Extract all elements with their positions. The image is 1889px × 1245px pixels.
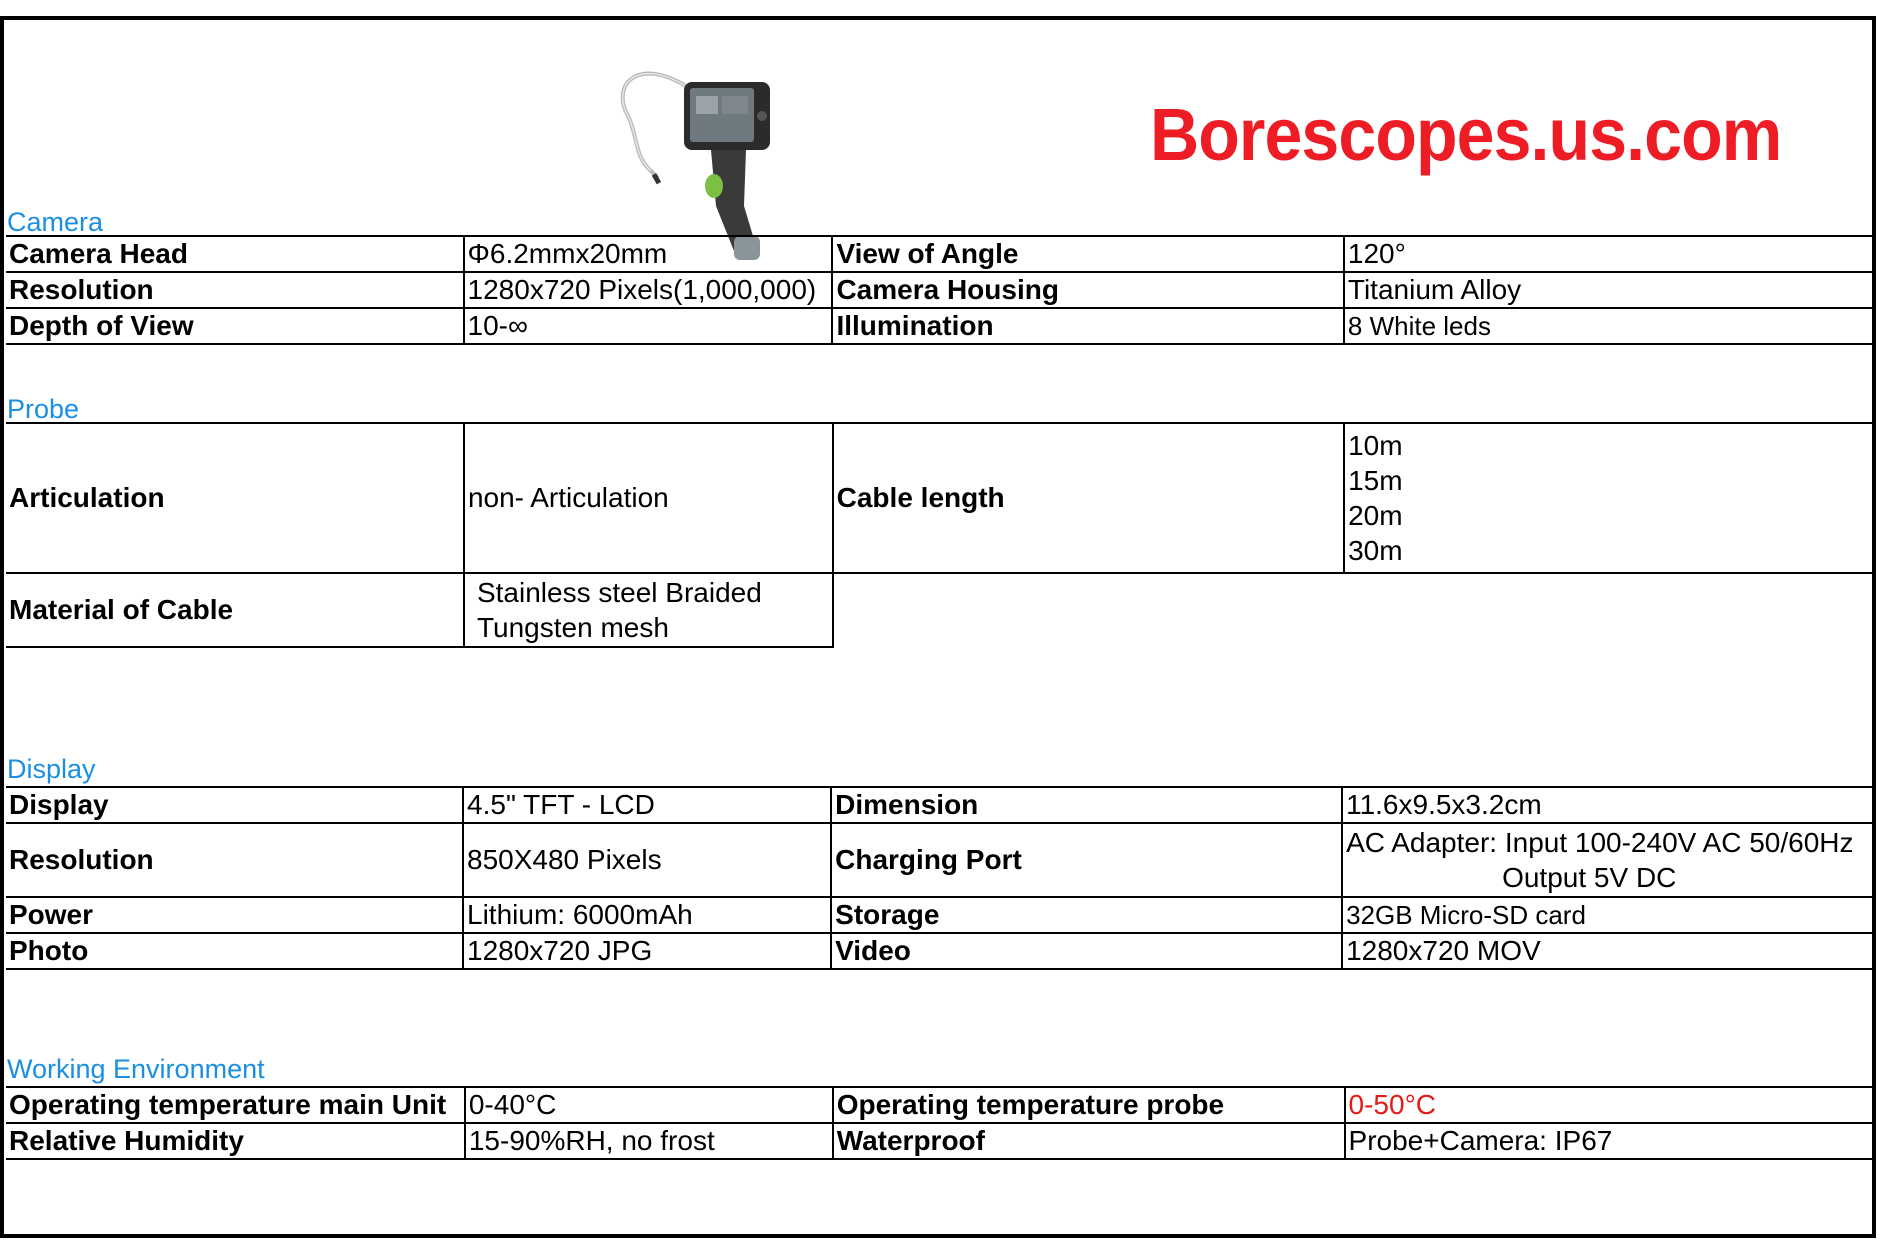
spec-label: Articulation xyxy=(6,423,464,573)
table-row xyxy=(6,823,1872,897)
spec-label: Power xyxy=(6,897,463,933)
list-item: Output 5V DC xyxy=(1502,862,1677,893)
table-row xyxy=(6,1087,1872,1123)
spec-value-highlight: 0-50°C xyxy=(1345,1087,1872,1123)
material-values xyxy=(464,573,833,647)
spec-label: Material of Cable xyxy=(6,573,464,647)
brand-title: Borescopes.us.com xyxy=(1150,93,1782,176)
section-title-camera: Camera xyxy=(7,207,104,237)
spec-label: Waterproof xyxy=(833,1123,1345,1159)
spec-value: Titanium Alloy xyxy=(1344,272,1872,308)
spec-value: 1280x720 Pixels(1,000,000) xyxy=(464,272,833,308)
spec-label: Operating temperature probe xyxy=(833,1087,1345,1123)
spec-label: Storage xyxy=(831,897,1342,933)
spec-value: Probe+Camera: IP67 xyxy=(1345,1123,1872,1159)
section-title-probe: Probe xyxy=(7,394,80,424)
spec-value: 850X480 Pixels xyxy=(463,823,831,897)
spec-label: Depth of View xyxy=(6,308,464,344)
section-title-working-environment: Working Environment xyxy=(7,1054,265,1084)
spec-sheet xyxy=(0,16,1876,1238)
charging-port-values xyxy=(1342,823,1872,897)
spec-value: 32GB Micro-SD card xyxy=(1342,897,1872,933)
display-spec-table xyxy=(6,786,1872,970)
spec-label: Camera Head xyxy=(6,236,464,272)
environment-spec-table xyxy=(6,1086,1872,1160)
spec-label: Relative Humidity xyxy=(6,1123,465,1159)
spec-value: Lithium: 6000mAh xyxy=(463,897,831,933)
table-row xyxy=(6,308,1872,344)
table-row xyxy=(6,573,1872,647)
spec-value: 15-90%RH, no frost xyxy=(465,1123,833,1159)
cable-length-values xyxy=(1344,423,1872,573)
list-item: 15m xyxy=(1348,465,1403,496)
spec-label: View of Angle xyxy=(832,236,1343,272)
table-row xyxy=(6,236,1872,272)
empty-cell xyxy=(833,573,1872,647)
list-item: Tungsten mesh xyxy=(476,612,669,643)
table-row xyxy=(6,1123,1872,1159)
spec-value: 0-40°C xyxy=(465,1087,833,1123)
list-item: 20m xyxy=(1348,500,1403,531)
spec-value: 4.5" TFT - LCD xyxy=(463,787,831,823)
spec-value: 1280x720 JPG xyxy=(463,933,831,969)
table-row xyxy=(6,897,1872,933)
list-item: AC Adapter: Input 100-240V AC 50/60Hz xyxy=(1346,827,1854,858)
table-row xyxy=(6,272,1872,308)
spec-value: Φ6.2mmx20mm xyxy=(464,236,833,272)
list-item: 10m xyxy=(1348,430,1403,461)
spec-label: Illumination xyxy=(832,308,1343,344)
spec-label: Photo xyxy=(6,933,463,969)
spec-value: non- Articulation xyxy=(464,423,833,573)
section-title-display: Display xyxy=(7,754,96,784)
table-row xyxy=(6,787,1872,823)
probe-spec-table xyxy=(6,422,1872,648)
spec-label: Cable length xyxy=(833,423,1344,573)
table-row xyxy=(6,933,1872,969)
table-row xyxy=(6,423,1872,573)
list-item: Stainless steel Braided xyxy=(476,577,762,608)
spec-label: Dimension xyxy=(831,787,1342,823)
spec-label: Video xyxy=(831,933,1342,969)
list-item: 30m xyxy=(1348,535,1403,566)
camera-spec-table xyxy=(6,235,1872,345)
spec-label: Operating temperature main Unit xyxy=(6,1087,465,1123)
spec-label: Resolution xyxy=(6,823,463,897)
spec-value: 8 White leds xyxy=(1344,308,1872,344)
spec-label: Charging Port xyxy=(831,823,1342,897)
spec-label: Display xyxy=(6,787,463,823)
spec-label: Camera Housing xyxy=(832,272,1343,308)
spec-value: 11.6x9.5x3.2cm xyxy=(1342,787,1872,823)
spec-value: 1280x720 MOV xyxy=(1342,933,1872,969)
spec-value: 120° xyxy=(1344,236,1872,272)
spec-value: 10-∞ xyxy=(464,308,833,344)
spec-label: Resolution xyxy=(6,272,464,308)
